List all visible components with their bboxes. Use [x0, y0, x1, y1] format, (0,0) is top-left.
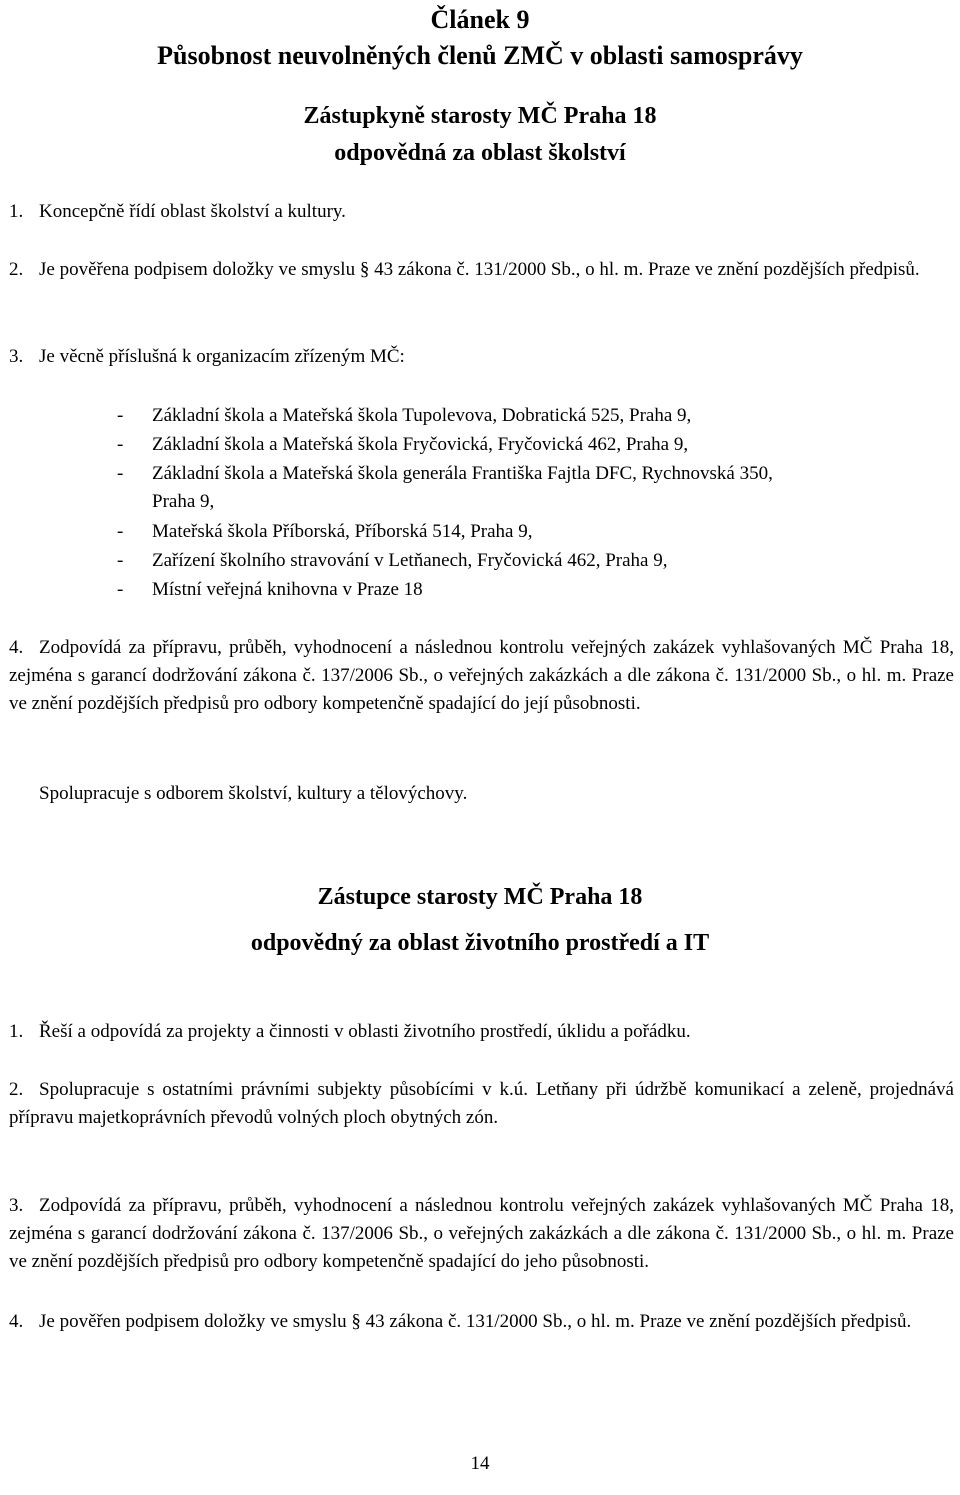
org-item: Místní veřejná knihovna v Praze 18: [152, 579, 423, 600]
section1-item4-text: Zodpovídá za přípravu, průběh, vyhodnocení a následnou kontrolu veřejných zakázek vyhlašovaných MČ Praha 18, zejména s garancí dodržování zákona č. 137/2006 Sb., o veřejných zakázkách a dle zákona č. 131/2000 Sb., o hl. m. Praze ve znění pozdějších předpisů pro odbory kompetenčně spadající do její působnosti.: [9, 637, 954, 714]
org-dash: -: [117, 579, 124, 600]
section1-cooperation: Spolupracuje s odborem školství, kultury a tělovýchovy.: [39, 783, 468, 804]
org-dash: -: [117, 521, 124, 542]
section2-item2-text: Spolupracuje s ostatními právními subjekty působícími v k.ú. Letňany při údržbě komunikací a zeleně, projednává přípravu majetkoprávních převodů volných ploch obytných zón.: [9, 1079, 954, 1128]
section2-item4-text: Je pověřen podpisem doložky ve smyslu § 43 zákona č. 131/2000 Sb., o hl. m. Praze ve znění pozdějších předpisů.: [39, 1311, 912, 1332]
article-number: Článek 9: [430, 5, 530, 34]
org-item: Zařízení školního stravování v Letňanech, Fryčovická 462, Praha 9,: [152, 550, 668, 571]
org-dash: -: [117, 434, 124, 455]
article-title: Působnost neuvolněných členů ZMČ v oblasti samosprávy: [157, 41, 803, 70]
section1-item3-number: 3.: [9, 346, 24, 367]
org-item: Základní škola a Mateřská škola generála Františka Fajtla DFC, Rychnovská 350, Praha 9,: [152, 463, 773, 512]
section2-item4-number: 4.: [9, 1311, 24, 1332]
org-item: Mateřská škola Příborská, Příborská 514, Praha 9,: [152, 521, 533, 542]
section1-item3-text: Je věcně příslušná k organizacím zřízeným MČ:: [39, 346, 405, 367]
section1-heading-line1: Zástupkyně starosty MČ Praha 18: [303, 103, 657, 129]
org-dash: -: [117, 405, 124, 426]
section1-item4-number: 4.: [9, 637, 24, 658]
section2-item1-number: 1.: [9, 1021, 24, 1042]
org-dash: -: [117, 463, 124, 484]
section1-item2-number: 2.: [9, 259, 24, 280]
section1-heading-line2: odpovědná za oblast školství: [334, 140, 626, 166]
section2-item2-number: 2.: [9, 1079, 24, 1100]
section1-item2-text: Je pověřena podpisem doložky ve smyslu § 43 zákona č. 131/2000 Sb., o hl. m. Praze ve znění pozdějších předpisů.: [39, 259, 920, 280]
section1-item1-number: 1.: [9, 201, 24, 222]
section1-item1-text: Koncepčně řídí oblast školství a kultury.: [39, 201, 346, 222]
org-item: Základní škola a Mateřská škola Tupolevova, Dobratická 525, Praha 9,: [152, 405, 692, 426]
section2-heading-line2: odpovědný za oblast životního prostředí a IT: [250, 930, 710, 956]
org-item: Základní škola a Mateřská škola Fryčovická, Fryčovická 462, Praha 9,: [152, 434, 689, 455]
section2-item1-text: Řeší a odpovídá za projekty a činnosti v oblasti životního prostředí, úklidu a pořádku.: [39, 1021, 691, 1042]
section2-item3-number: 3.: [9, 1195, 24, 1216]
section2-heading-line1: Zástupce starosty MČ Praha 18: [317, 884, 643, 910]
section2-item3-text: Zodpovídá za přípravu, průběh, vyhodnocení a následnou kontrolu veřejných zakázek vyhlašovaných MČ Praha 18, zejména s garancí dodržování zákona č. 137/2006 Sb., o veřejných zakázkách a dle zákona č. 131/2000 Sb., o hl. m. Praze ve znění pozdějších předpisů pro odbory kompetenčně spadající do jeho působnosti.: [9, 1195, 954, 1272]
org-dash: -: [117, 550, 124, 571]
page-number: 14: [470, 1453, 490, 1474]
